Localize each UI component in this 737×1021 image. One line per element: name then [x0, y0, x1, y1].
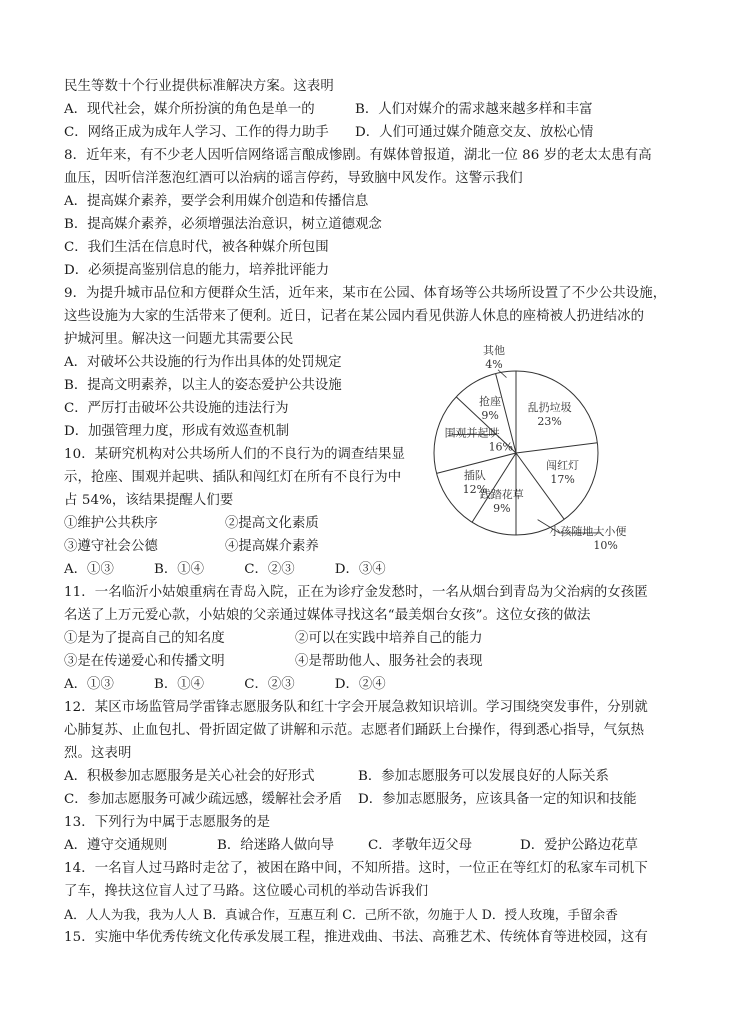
q7-option-a: A．现代社会，媒介所扮演的角色是单一的 [64, 102, 315, 117]
q9-option-a: A．对破坏公共设施的行为作出具体的处罚规定 [64, 355, 342, 370]
q14-answer-choices: A．人人为我，我为人人 B．真诚合作，互惠互利 C．己所不欲，勿施于人 D．授人玫瑰，手留余香 [64, 907, 618, 922]
q11-answer-choices: A．①③ B．①④ C．②③ D．②④ [64, 677, 386, 692]
pie-slice-value: 23% [537, 414, 562, 428]
pie-slice-label: 乱扔垃圾 [527, 400, 572, 414]
q7-option-d: D．人们可通过媒介随意交友、放松心情 [355, 125, 594, 140]
pie-slice-value: 16% [488, 440, 514, 454]
pie-slice-value: 9% [493, 501, 511, 515]
pie-slice-label: 小孩随地大小便 [549, 524, 627, 538]
q9-option-d: D．加强管理力度，形成有效巡查机制 [64, 424, 289, 439]
pie-slice-value: 10% [593, 538, 618, 552]
q9-stem-line2: 这些设施为大家的生活带来了便利。近日，记者在某公园内看见供游人休息的座椅被人扔进结冰的 [64, 309, 645, 324]
q9-option-b: B．提高文明素养，以主人的姿态爱护公共设施 [64, 378, 342, 393]
pie-slice-divider [516, 443, 597, 453]
q8-option-d: D．必须提高鉴别信息的能力，培养批评能力 [64, 263, 330, 278]
q7-option-c: C．网络正成为成年人学习、工作的得力助手 [64, 125, 329, 140]
pie-slice-label: 践踏花草 [479, 487, 524, 501]
q11-item-4: ④是帮助他人、服务社会的表现 [295, 654, 483, 669]
pie-slice-value: 12% [462, 482, 488, 496]
q10-stem-line2: 示，抢座、围观并起哄、插队和闯红灯在所有不良行为中 [64, 470, 402, 485]
q9-option-c: C．严厉打击破坏公共设施的违法行为 [64, 401, 289, 416]
q8-stem-line1: 8．近年来，有不少老人因听信网络谣言酿成惨剧。有媒体曾报道，湖北一位 86 岁的老太太患有高 [64, 148, 652, 163]
q12-option-c: C．参加志愿服务可减少疏远感，缓解社会矛盾 [64, 792, 343, 807]
q8-option-c: C．我们生活在信息时代，被各种媒介所包围 [64, 240, 329, 255]
pie-slice-value: 9% [481, 409, 499, 423]
q12-option-a: A．积极参加志愿服务是关心社会的好形式 [64, 769, 315, 784]
pie-slice-value: 17% [550, 473, 575, 487]
q13-stem: 13．下列行为中属于志愿服务的是 [64, 815, 271, 830]
q10-item-2: ②提高文化素质 [225, 516, 319, 531]
pie-slice-label: 围观并起哄 [444, 426, 500, 440]
q13-option-d: D．爱护公路边花草 [520, 838, 638, 853]
q12-option-d: D．参加志愿服务，应该具备一定的知识和技能 [358, 792, 637, 807]
q8-option-b: B．提高媒介素养，必须增强法治意识，树立道德观念 [64, 217, 382, 232]
q10-stem-line1: 10．某研究机构对公共场所人们的不良行为的调查结果显 [64, 447, 406, 462]
q12-stem-line2: 心肺复苏、止血包扎、骨折固定做了讲解和示范。志愿者们踊跃上台操作，得到悉心指导，气氛热 [64, 723, 645, 738]
pie-slice-label: 闯红灯 [546, 459, 580, 473]
q13-option-a: A．遵守交通规则 [64, 838, 168, 853]
pie-leader-line [498, 370, 507, 378]
bad-behavior-pie-chart [418, 340, 627, 555]
q10-item-3: ③遵守社会公德 [64, 539, 158, 554]
q8-stem-line2: 血压，因听信洋葱泡红酒可以治病的谣言停药，导致脑中风发作。这警示我们 [64, 171, 523, 186]
q10-answer-choices: A．①③ B．①④ C．②③ D．③④ [64, 562, 386, 577]
q8-option-a: A．提高媒介素养，要学会利用媒介创造和传播信息 [64, 194, 369, 209]
q11-item-1: ①是为了提高自己的知名度 [64, 631, 225, 646]
pie-slice-label: 其他 [482, 343, 505, 357]
q12-stem-line3: 烈。这表明 [64, 746, 132, 761]
q11-item-2: ②可以在实践中培养自己的能力 [295, 631, 483, 646]
pie-slice-label: 插队 [463, 468, 486, 482]
q9-stem-line1: 9．为提升城市品位和方便群众生活，近年来，某市在公园、体育场等公共场所设置了不少公共设施， [64, 286, 667, 301]
q11-item-3: ③是在传递爱心和传播文明 [64, 654, 225, 669]
q11-stem-line1: 11．一名临沂小姑娘重病在青岛入院，正在为诊疗金发愁时，一名从烟台到青岛为父治病的女孩匿 [64, 585, 648, 600]
q14-stem-line1: 14．一名盲人过马路时走岔了，被困在路中间，不知所措。这时，一位正在等红灯的私家车司机下 [64, 861, 648, 876]
pie-slice-value: 4% [485, 357, 503, 371]
q9-stem-line3: 护城河里。解决这一问题尤其需要公民 [64, 332, 294, 347]
q7-option-b: B．人们对媒介的需求越来越多样和丰富 [355, 102, 593, 117]
q7-stem-tail: 民生等数十个行业提供标准解决方案。这表明 [64, 79, 334, 94]
q11-stem-line2: 名送了上万元爱心款，小姑娘的父亲通过媒体寻找这名“最美烟台女孩”。这位女孩的做法 [64, 608, 591, 623]
q12-option-b: B．参加志愿服务可以发展良好的人际关系 [358, 769, 609, 784]
q13-option-c: C．孝敬年迈父母 [368, 838, 472, 853]
q10-item-1: ①维护公共秩序 [64, 516, 158, 531]
q12-stem-line1: 12．某区市场监管局学雷锋志愿服务队和红十字会开展急救知识培训。学习围绕突发事件，分别就 [64, 700, 648, 715]
q10-stem-line3: 占 54%，该结果提醒人们要 [64, 493, 234, 508]
q14-stem-line2: 了车，搀扶这位盲人过了马路。这位暖心司机的举动告诉我们 [64, 884, 429, 899]
q10-item-4: ④提高媒介素养 [225, 539, 319, 554]
pie-slice-label: 抢座 [479, 395, 502, 409]
q15-stem-line1: 15．实施中华优秀传统文化传承发展工程，推进戏曲、书法、高雅艺术、传统体育等进校园，这有 [64, 930, 648, 945]
q13-option-b: B．给迷路人做向导 [217, 838, 334, 853]
